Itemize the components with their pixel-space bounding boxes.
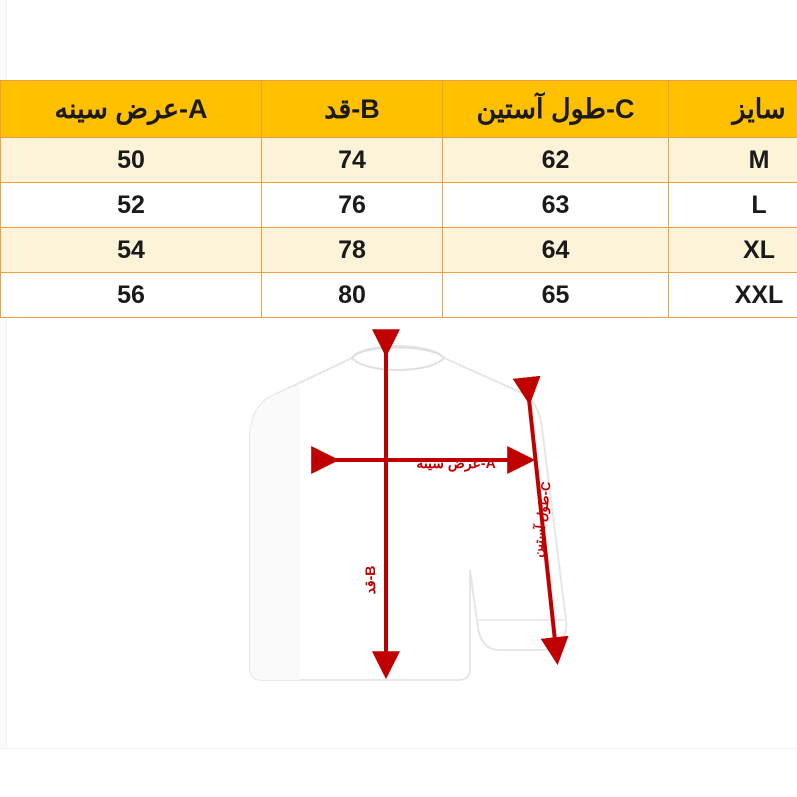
cell-sleeve: 63 bbox=[443, 183, 669, 228]
size-table-header bbox=[1, 81, 797, 138]
size-table-body bbox=[1, 138, 797, 318]
cell-length: 80 bbox=[262, 273, 443, 318]
shirt-graphic bbox=[250, 346, 566, 680]
header-body-length: B-قد bbox=[262, 81, 443, 138]
photo-bottom-edge bbox=[0, 748, 797, 797]
table-header-row bbox=[1, 81, 797, 138]
cell-size: XL bbox=[669, 228, 797, 273]
cell-chest: 52 bbox=[1, 183, 262, 228]
size-table-container bbox=[0, 80, 797, 318]
table-row bbox=[1, 273, 797, 318]
cell-length: 76 bbox=[262, 183, 443, 228]
header-size: سایز bbox=[669, 81, 797, 138]
table-row bbox=[1, 138, 797, 183]
cell-chest: 54 bbox=[1, 228, 262, 273]
cell-chest: 56 bbox=[1, 273, 262, 318]
cell-size: L bbox=[669, 183, 797, 228]
sleeve-length-label: C-طول آستین bbox=[529, 480, 554, 559]
cell-sleeve: 62 bbox=[443, 138, 669, 183]
body-length-label: B-قد bbox=[362, 565, 378, 595]
cell-sleeve: 65 bbox=[443, 273, 669, 318]
cell-size: XXL bbox=[669, 273, 797, 318]
cell-length: 74 bbox=[262, 138, 443, 183]
chest-width-label: A-عرض سینه bbox=[416, 455, 496, 471]
cell-chest: 50 bbox=[1, 138, 262, 183]
header-sleeve-length: C-طول آستین bbox=[443, 81, 669, 138]
table-row bbox=[1, 183, 797, 228]
table-row bbox=[1, 228, 797, 273]
shirt-measurement-illustration bbox=[0, 320, 797, 740]
size-table bbox=[0, 80, 797, 318]
cell-size: M bbox=[669, 138, 797, 183]
cell-sleeve: 64 bbox=[443, 228, 669, 273]
cell-length: 78 bbox=[262, 228, 443, 273]
header-chest-width: A-عرض سینه bbox=[1, 81, 262, 138]
